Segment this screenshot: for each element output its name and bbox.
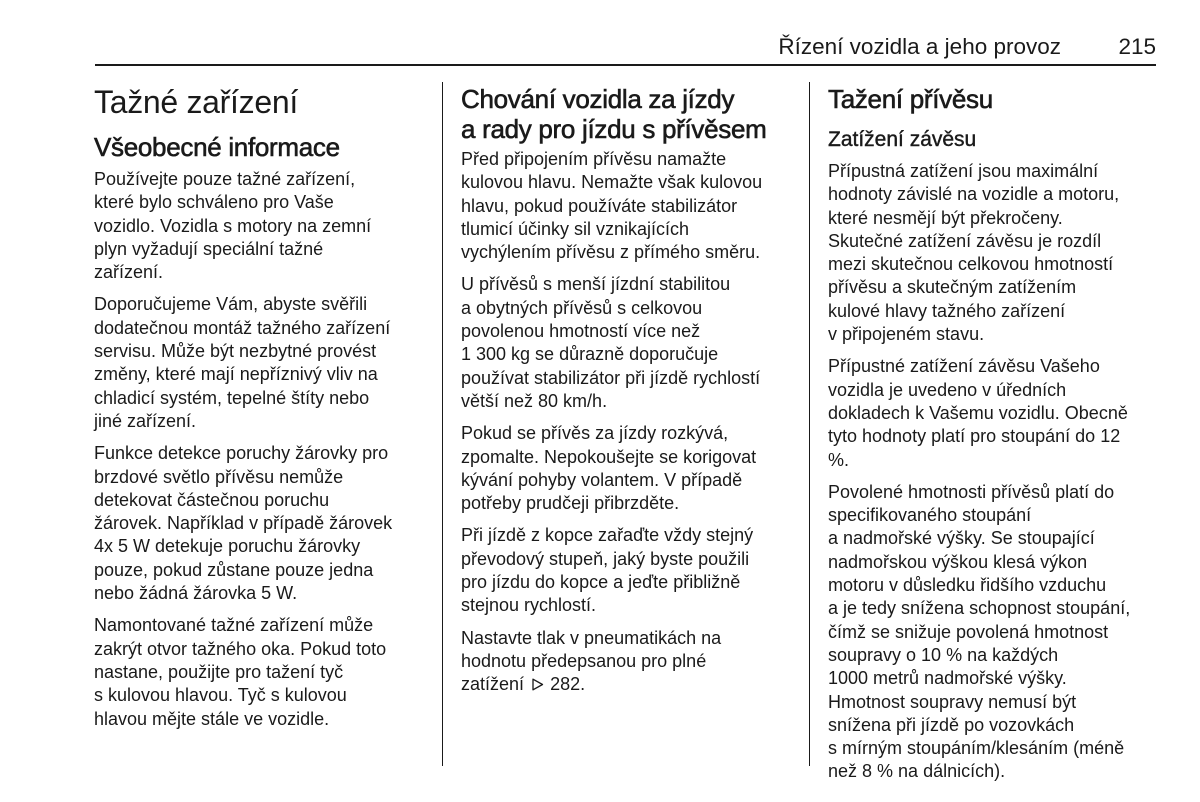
- text-line: které bylo schváleno pro Vaše: [94, 192, 334, 213]
- text-line: zpomalte. Nepokoušejte se korigovat: [461, 446, 757, 467]
- text-line: hodnotu předepsanou pro plné: [461, 650, 707, 671]
- page-number: 215: [1118, 34, 1156, 59]
- subsection-title-drawbar-load: Zatížení závěsu: [828, 128, 977, 151]
- text-line: Přípustná zatížení jsou maximální: [828, 161, 1099, 181]
- text-line: tlumicí účinky sil vznikajících: [461, 218, 690, 239]
- paragraph: [461, 422, 797, 515]
- page-reference-arrow-icon: [531, 678, 544, 691]
- paragraph: [461, 627, 797, 697]
- section-title-towing-device: Tažné zařízení: [94, 84, 298, 120]
- column-divider: [809, 82, 810, 766]
- text-line: hlavu, pokud používáte stabilizátor: [461, 195, 738, 216]
- text-line: s kulovou hlavou. Tyč s kulovou: [94, 685, 347, 706]
- text-line: Funkce detekce poruchy žárovky pro: [94, 443, 389, 464]
- paragraph: [828, 160, 1164, 346]
- text-line: s mírným stoupáním/klesáním (méně: [828, 738, 1125, 759]
- text-line: převodový stupeň, jaký byste použili: [461, 548, 750, 569]
- text-line: Doporučujeme Vám, abyste svěřili: [94, 294, 368, 315]
- text-line: chladicí systém, tepelné štíty nebo: [94, 387, 370, 408]
- text-line: dodatečnou montáž tažného zařízení: [94, 317, 391, 338]
- text-line: hlavou mějte stále ve vozidle.: [94, 708, 330, 729]
- text-line: pro jízdu do kopce a jeďte přibližně: [461, 572, 741, 593]
- paragraph: [461, 273, 797, 413]
- text-line: které nesmějí být překročeny.: [828, 207, 1063, 228]
- text-line: vozidlo. Vozidla s motory na zemní: [94, 215, 372, 236]
- text-line: plyn vyžadují speciální tažné: [94, 238, 324, 259]
- text-line: brzdové světlo přívěsu nemůže: [94, 466, 344, 487]
- text-line: nadmořskou výškou klesá výkon: [828, 551, 1088, 572]
- text-line: stejnou rychlostí.: [461, 595, 597, 616]
- body-text: [461, 148, 797, 697]
- text-line: zařízení.: [94, 262, 164, 283]
- text-line: servisu. Může být nezbytné provést: [94, 341, 377, 362]
- text-line: specifikovaného stoupání: [828, 505, 1032, 526]
- title-line: a rady pro jízdu s přívěsem: [461, 114, 767, 144]
- text-line: nebo žádná žárovka 5 W.: [94, 583, 298, 604]
- text-line: %.: [828, 449, 850, 470]
- text-line: a obytných přívěsů s celkovou: [461, 297, 703, 318]
- page-header: [95, 30, 1156, 66]
- subsection-title-general-info: Všeobecné informace: [94, 132, 340, 162]
- text-line: Namontované tažné zařízení může: [94, 615, 374, 636]
- text-line: snížena při jízdě po vozovkách: [828, 714, 1075, 735]
- text-line: kulové hlavy tažného zařízení: [828, 300, 1066, 321]
- paragraph: [94, 614, 432, 730]
- text-line: potřeby prudčeji přibrzděte.: [461, 493, 680, 514]
- text-line: než 8 % na dálnicích).: [828, 761, 1006, 782]
- text-line: nastane, použijte pro tažení tyč: [94, 661, 344, 682]
- text-line: a je tedy snížena schopnost stoupání,: [828, 598, 1131, 619]
- chapter-title: Řízení vozidla a jeho provoz: [778, 34, 1061, 59]
- paragraph: [461, 148, 797, 264]
- column-right: [828, 84, 1164, 793]
- text-line: pouze, pokud zůstane pouze jedna: [94, 559, 374, 580]
- paragraph: [94, 442, 432, 605]
- column-divider: [442, 82, 443, 766]
- text-line: Povolené hmotnosti přívěsů platí do: [828, 481, 1115, 502]
- text-line: Přípustné zatížení závěsu Vašeho: [828, 356, 1100, 377]
- body-text: [94, 168, 432, 731]
- text-line: 4x 5 W detekuje poruchu žárovky: [94, 536, 361, 557]
- text-line: a nadmořské výšky. Se stoupající: [828, 528, 1095, 549]
- text-line: 1 300 kg se důrazně doporučuje: [461, 344, 719, 365]
- text-line: mezi skutečnou celkovou hmotností: [828, 254, 1114, 275]
- text-line: tyto hodnoty platí pro stoupání do 12: [828, 426, 1121, 447]
- text-line: hodnoty závislé na vozidle a motoru,: [828, 184, 1120, 205]
- text-line-reference: [461, 673, 797, 696]
- text-line: Skutečné zatížení závěsu je rozdíl: [828, 230, 1102, 251]
- section-title-driving-behaviour: [461, 84, 797, 144]
- body-text: [828, 160, 1164, 784]
- title-line: Chování vozidla za jízdy: [461, 84, 735, 114]
- text-line: změny, které mají nepříznivý vliv na: [94, 364, 378, 385]
- column-middle: [461, 84, 797, 706]
- text-line: U přívěsů s menší jízdní stabilitou: [461, 274, 731, 295]
- text-line: kývání pohyby volantem. V případě: [461, 469, 743, 490]
- text-line: čímž se snižuje povolená hmotnost: [828, 621, 1109, 642]
- section-title-trailer-towing: Tažení přívěsu: [828, 84, 993, 114]
- text-line: přívěsu a skutečným zatížením: [828, 277, 1077, 298]
- paragraph: [94, 293, 432, 433]
- text-line: v připojeném stavu.: [828, 324, 985, 345]
- reference-text: zatížení: [461, 674, 525, 695]
- text-line: Při jízdě z kopce zařaďte vždy stejný: [461, 525, 754, 546]
- text-line: Hmotnost soupravy nemusí být: [828, 691, 1077, 712]
- paragraph: [828, 481, 1164, 784]
- text-line: vozidla je uvedeno v úředních: [828, 379, 1067, 400]
- text-line: Používejte pouze tažné zařízení,: [94, 169, 356, 189]
- text-line: zakrýt otvor tažného oka. Pokud toto: [94, 638, 387, 659]
- text-line: používat stabilizátor při jízdě rychlostí: [461, 367, 761, 388]
- text-line: Pokud se přívěs za jízdy rozkývá,: [461, 423, 729, 444]
- text-line: větší než 80 km/h.: [461, 390, 608, 411]
- paragraph: [828, 355, 1164, 471]
- text-line: žárovek. Například v případě žárovek: [94, 513, 393, 534]
- text-line: 1000 metrů nadmořské výšky.: [828, 668, 1067, 689]
- reference-page-link[interactable]: 282.: [550, 674, 586, 695]
- text-line: soupravy o 10 % na každých: [828, 644, 1059, 665]
- text-line: dokladech k Vašemu vozidlu. Obecně: [828, 402, 1128, 423]
- column-left: [94, 84, 432, 740]
- text-line: detekovat částečnou poruchu: [94, 489, 330, 510]
- text-line: kulovou hlavu. Nemažte však kulovou: [461, 172, 763, 193]
- paragraph: [94, 168, 432, 284]
- text-line: motoru v důsledku řidšího vzduchu: [828, 575, 1107, 596]
- text-line: vychýlením přívěsu z přímého směru.: [461, 242, 761, 263]
- text-line: povolenou hmotností více než: [461, 321, 701, 342]
- text-line: Nastavte tlak v pneumatikách na: [461, 627, 722, 648]
- text-line: Před připojením přívěsu namažte: [461, 149, 727, 169]
- text-line: jiné zařízení.: [94, 410, 197, 431]
- paragraph: [461, 524, 797, 617]
